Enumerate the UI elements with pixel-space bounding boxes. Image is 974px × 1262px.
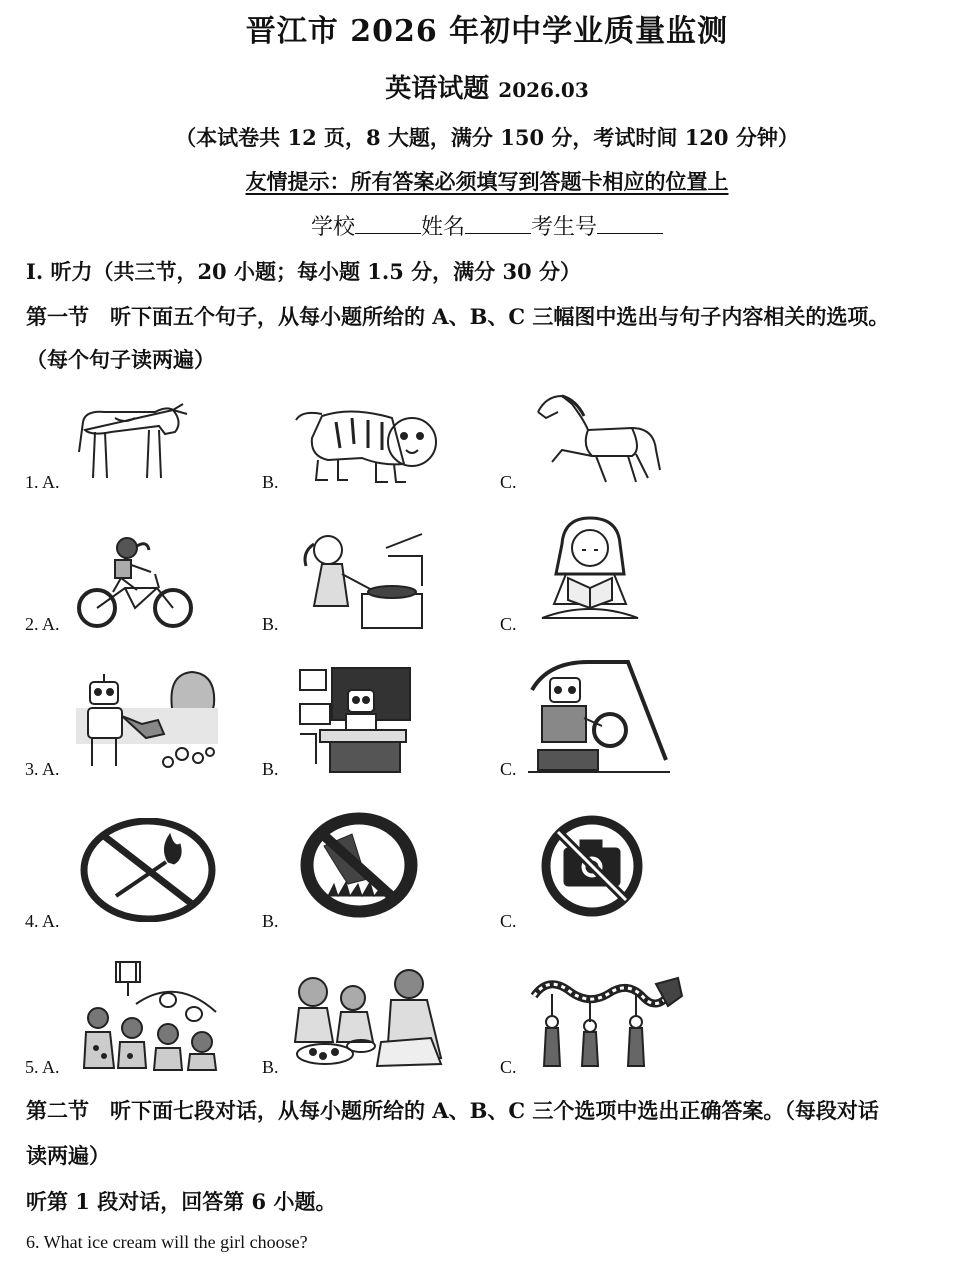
robot-teaching-picture (296, 664, 413, 774)
no-photos-sign-picture (540, 814, 644, 918)
part-2-note: 读两遍） (26, 1143, 110, 1168)
cow-picture (75, 392, 190, 484)
q1-label-c: C. (500, 472, 517, 492)
q5-label-c: C. (500, 1057, 517, 1077)
tiger-picture (292, 404, 447, 486)
exam-title: 晋江市 2026 年初中学业质量监测 (245, 14, 729, 49)
q2-label-c: C. (500, 614, 517, 634)
q4-label-b: B. (262, 911, 279, 931)
girl-riding-bike-picture (75, 532, 197, 630)
friendly-tip (0, 166, 974, 196)
student-id-label: 考生号 (531, 215, 598, 240)
name-label: 姓名 (420, 215, 465, 240)
dialog-1-instruction: 听第 1 段对话，回答第 6 小题。 (26, 1189, 337, 1214)
student-id-blank[interactable] (597, 215, 663, 234)
school-label: 学校 (310, 215, 355, 240)
q3-label-a: 3. A. (25, 759, 60, 779)
subject-name: 英语试题 (385, 74, 490, 104)
section-1-heading: Ⅰ. 听力（共三节，20 小题；每小题 1.5 分，满分 30 分） (26, 259, 581, 284)
q2-label-b: B. (262, 614, 279, 634)
tip-text: 友情提示：所有答案必须填写到答题卡相应的位置上 (245, 169, 729, 194)
part-1-note: （每个句子读两遍） (26, 347, 215, 372)
dragon-dance-picture (528, 966, 684, 1070)
name-blank[interactable] (465, 215, 531, 234)
q1-label-a: 1. A. (25, 472, 60, 492)
robot-watering-flowers-picture (72, 668, 218, 772)
no-fire-sign-picture (80, 818, 216, 922)
horse-picture (532, 390, 662, 486)
q3-label-b: B. (262, 759, 279, 779)
part-1-instruction: 第一节 听下面五个句子，从每小题所给的 A、B、C 三幅图中选出与句子内容相关的选项。 (26, 304, 890, 329)
q5-label-a: 5. A. (25, 1057, 60, 1077)
part-2-instruction: 第二节 听下面七段对话，从每小题所给的 A、B、C 三个选项中选出正确答案。（每段对话 (26, 1098, 879, 1123)
q3-label-c: C. (500, 759, 517, 779)
exam-date: 2026.03 (498, 78, 589, 102)
subject-title (0, 68, 974, 105)
student-info-fields (0, 210, 974, 241)
lantern-festival-picture (76, 956, 230, 1072)
q2-label-a: 2. A. (25, 614, 60, 634)
q5-label-b: B. (262, 1057, 279, 1077)
exam-info: （本试卷共 12 页，8 大题，满分 150 分，考试时间 120 分钟） (175, 125, 799, 150)
girl-cooking-picture (292, 526, 427, 630)
girl-reading-book-picture (532, 514, 648, 628)
q4-label-a: 4. A. (25, 911, 60, 931)
robot-driving-picture (528, 660, 670, 774)
q1-label-b: B. (262, 472, 279, 492)
school-blank[interactable] (355, 215, 421, 234)
q4-label-c: C. (500, 911, 517, 931)
making-dumplings-picture (291, 962, 451, 1072)
question-6: 6. What ice cream will the girl choose? (26, 1232, 308, 1252)
keep-off-grass-sign-picture (298, 810, 420, 920)
